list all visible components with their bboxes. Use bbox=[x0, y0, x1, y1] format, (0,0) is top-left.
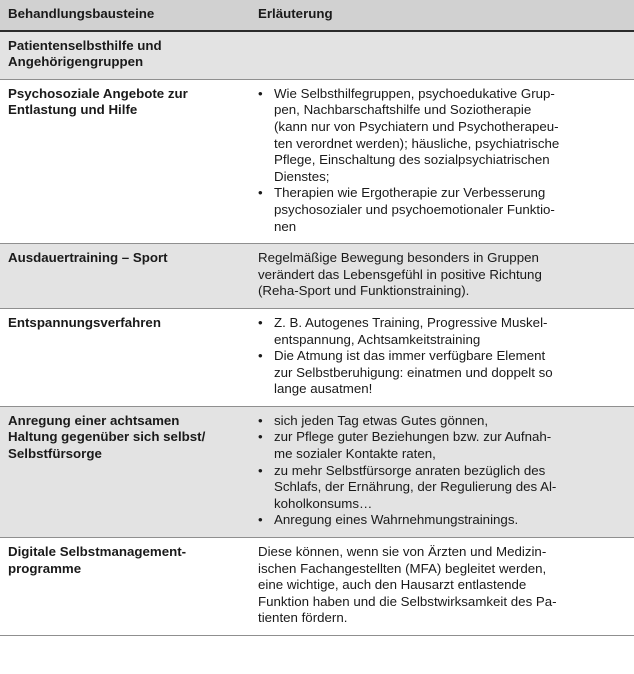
module-name-line: programme bbox=[8, 560, 82, 576]
explanation-cell bbox=[250, 79, 634, 243]
module-name-line: Ausdauertraining – Sport bbox=[8, 250, 168, 266]
bullet-text-line: pen, Nachbarschaftshilfe und Soziotherapie bbox=[274, 102, 532, 118]
explanation-cell bbox=[250, 244, 634, 309]
explanation-cell bbox=[250, 538, 634, 636]
table-body bbox=[0, 31, 634, 636]
bullet-item bbox=[258, 314, 628, 348]
bullet-icon: • bbox=[258, 512, 263, 528]
bullet-text-line: zu mehr Selbstfürsorge anraten bezüglich des bbox=[274, 462, 546, 478]
explanation-text-line: Funktion haben und die Selbstwirksamkeit des Pa- bbox=[258, 593, 557, 609]
bullet-text-line: ten verordnet werden); häusliche, psychiatrische bbox=[274, 135, 560, 151]
explanation-text-line: Diese können, wenn sie von Ärzten und Medizin- bbox=[258, 544, 547, 560]
bullet-item bbox=[258, 429, 628, 462]
module-name-cell bbox=[0, 538, 250, 636]
explanation-text-line: verändert das Lebensgefühl in positive Richtung bbox=[258, 266, 542, 282]
bullet-text-line: Pflege, Einschaltung des sozialpsychiatrischen bbox=[274, 152, 550, 168]
bullet-text-line: nen bbox=[274, 218, 297, 234]
bullet-text-line: entspannung, Achtsamkeitstraining bbox=[274, 331, 481, 347]
bullet-icon: • bbox=[258, 314, 263, 330]
explanation-text-line: tienten fördern. bbox=[258, 610, 348, 626]
explanation-text-line: eine wichtige, auch den Hausarzt entlastende bbox=[258, 577, 527, 593]
bullet-list bbox=[258, 413, 628, 529]
module-name-cell bbox=[0, 31, 250, 80]
bullet-text-line: koholkonsums… bbox=[274, 495, 373, 511]
bullet-text-line: sich jeden Tag etwas Gutes gönnen, bbox=[274, 412, 489, 428]
bullet-list bbox=[258, 315, 628, 398]
bullet-text-line: Anregung eines Wahrnehmungstrainings. bbox=[274, 512, 519, 528]
header-row bbox=[0, 0, 634, 31]
explanation-cell bbox=[250, 406, 634, 537]
bullet-item bbox=[258, 185, 628, 235]
module-name-line: Entspannungsverfahren bbox=[8, 314, 161, 330]
bullet-list bbox=[258, 86, 628, 235]
bullet-text-line: zur Selbstberuhigung: einatmen und doppelt so bbox=[274, 364, 553, 380]
bullet-text-line: lange ausatmen! bbox=[274, 381, 373, 397]
module-name-cell bbox=[0, 308, 250, 406]
module-name-cell bbox=[0, 79, 250, 243]
module-name-cell bbox=[0, 406, 250, 537]
header-cell-module: Behandlungsbausteine bbox=[0, 0, 250, 31]
module-name-line: Angehörigengruppen bbox=[8, 54, 144, 70]
module-name-line: Psychosoziale Angebote zur bbox=[8, 85, 188, 101]
header-cell-explanation: Erläuterung bbox=[250, 0, 634, 31]
bullet-item bbox=[258, 85, 628, 186]
bullet-text-line: zur Pflege guter Beziehungen bzw. zur Aufnah- bbox=[274, 429, 552, 445]
bullet-item bbox=[258, 462, 628, 513]
bullet-icon: • bbox=[258, 185, 263, 201]
table-row bbox=[0, 308, 634, 406]
table-row bbox=[0, 406, 634, 537]
bullet-icon: • bbox=[258, 412, 263, 428]
bullet-text-line: (kann nur von Psychiatern und Psychotherapeu- bbox=[274, 118, 559, 134]
explanation-cell bbox=[250, 308, 634, 406]
module-name-line: Entlastung und Hilfe bbox=[8, 102, 138, 118]
bullet-text-line: me sozialer Kontakte raten, bbox=[274, 446, 436, 462]
bullet-text-line: Die Atmung ist das immer verfügbare Element bbox=[274, 348, 546, 364]
bullet-text-line: Therapien wie Ergotherapie zur Verbesserung bbox=[274, 185, 546, 201]
table-row bbox=[0, 79, 634, 243]
module-name-cell bbox=[0, 244, 250, 309]
bullet-text-line: psychosozialer und psychoemotionaler Funktio- bbox=[274, 201, 555, 217]
bullet-item bbox=[258, 412, 628, 430]
module-name-line: Haltung gegenüber sich selbst/ bbox=[8, 429, 206, 445]
module-name-line: Patientenselbsthilfe und bbox=[8, 37, 162, 53]
bullet-item bbox=[258, 512, 628, 529]
bullet-text-line: Dienstes; bbox=[274, 168, 330, 184]
bullet-icon: • bbox=[258, 348, 263, 364]
table-row bbox=[0, 538, 634, 636]
explanation-text-line: ischen Fachangestellten (MFA) begleitet werden, bbox=[258, 560, 547, 576]
module-name-line: Selbstfürsorge bbox=[8, 446, 102, 462]
explanation-text-line: (Reha-Sport und Funktionstraining). bbox=[258, 283, 470, 299]
explanation-cell bbox=[250, 31, 634, 80]
module-name-line: Digitale Selbstmanagement- bbox=[8, 544, 187, 560]
table-row bbox=[0, 244, 634, 309]
module-name-line: Anregung einer achtsamen bbox=[8, 412, 180, 428]
table-header bbox=[0, 0, 634, 31]
bullet-icon: • bbox=[258, 462, 263, 478]
bullet-text-line: Schlafs, der Ernährung, der Regulierung des Al- bbox=[274, 479, 557, 495]
bullet-icon: • bbox=[258, 85, 263, 101]
bullet-text-line: Z. B. Autogenes Training, Progressive Muskel- bbox=[274, 314, 548, 330]
bullet-item bbox=[258, 348, 628, 398]
table-row bbox=[0, 31, 634, 80]
bullet-icon: • bbox=[258, 429, 263, 445]
explanation-text-line: Regelmäßige Bewegung besonders in Gruppen bbox=[258, 250, 539, 266]
bullet-text-line: Wie Selbsthilfegruppen, psychoedukative Grup- bbox=[274, 85, 555, 101]
